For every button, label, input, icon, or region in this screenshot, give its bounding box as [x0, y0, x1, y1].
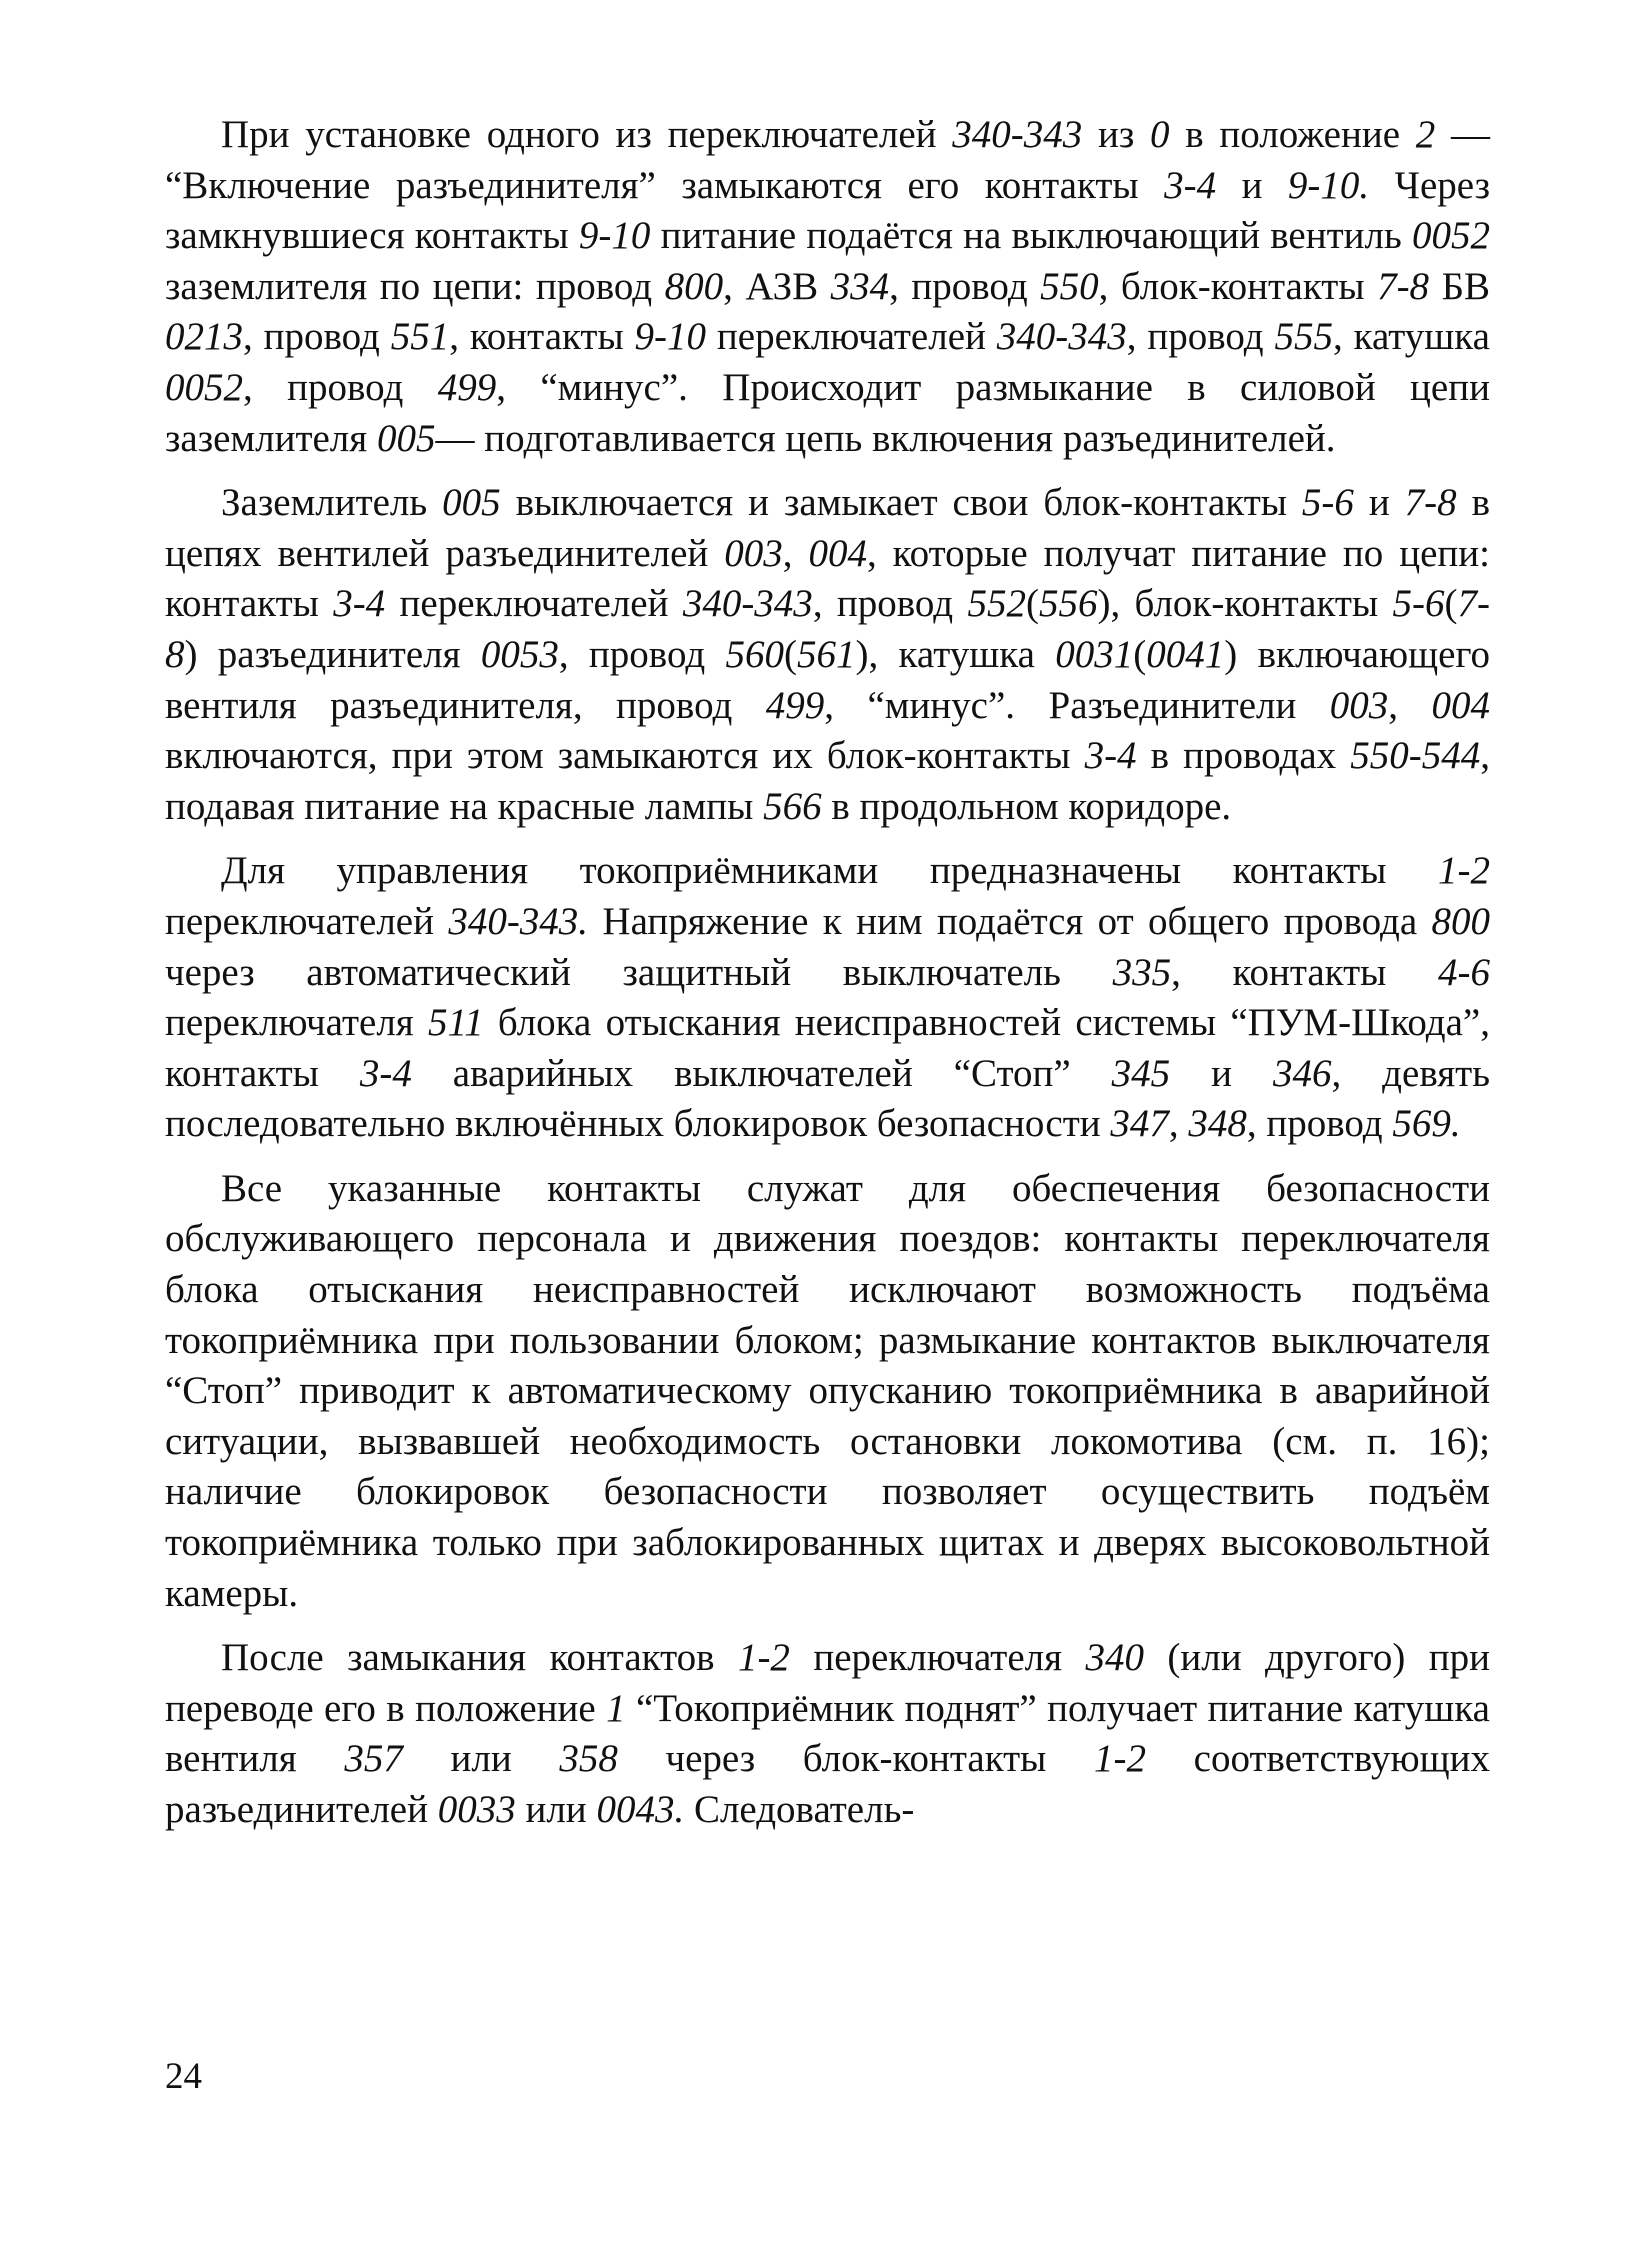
italic-ref: 569.	[1392, 1102, 1461, 1146]
text-run: “Токоприёмник поднят” получает питание катушка вентиля	[165, 1686, 1490, 1781]
italic-ref: 348	[1188, 1102, 1247, 1146]
text-run: , контакты	[449, 315, 635, 359]
italic-ref: 566	[763, 784, 822, 828]
text-run: , “минус”. Происходит размыкание в силовой цепи заземлителя	[165, 365, 1490, 460]
text-run: (	[1444, 582, 1458, 626]
text-run: переключателей	[706, 315, 997, 359]
text-run: переключателей	[165, 899, 449, 943]
italic-ref: 003	[1329, 683, 1389, 727]
paragraph-3	[165, 846, 1490, 1150]
text-run: из	[1082, 113, 1151, 156]
text-run: ,	[1168, 1102, 1189, 1146]
italic-ref: 4-6	[1438, 950, 1490, 994]
text-run: (	[784, 632, 797, 676]
text-run: — “Включение разъединителя” замыкаются его контакты	[165, 113, 1491, 207]
text-run: в продольном коридоре.	[821, 784, 1232, 828]
page-number: 24	[165, 2056, 202, 2097]
text-run: После замыкания контактов	[221, 1636, 738, 1680]
text-run: блока отыскания неисправностей системы “ПУМ-Шкода”, контакты	[165, 1001, 1490, 1095]
italic-ref: 561	[797, 632, 856, 676]
italic-ref: 9-10	[634, 315, 707, 359]
text-run: , провод	[1246, 1102, 1393, 1146]
text-run: Все указанные контакты служат для обеспечения безопасности обслуживающего персонала и движения поездов: контакты переключателя блока отыскания неисправностей исключают возможность подъёма токоприёмника при пользовании блоком; размыкание контактов выключателя “Стоп” приводит к автоматическому опусканию токоприёмника в аварийной ситуации, вызвавшей необходимость остановки локомотива (см. п. 16); наличие блокировок безопасности позволяет осуществить подъём токоприёмника только при заблокированных щитах и дверях высоковольтной камеры.	[165, 1166, 1490, 1615]
italic-ref: 340-343.	[448, 899, 589, 943]
text-run: При установке одного из переключателей	[221, 113, 953, 156]
italic-ref: 3-4	[1084, 734, 1137, 778]
italic-ref: 345	[1111, 1051, 1171, 1095]
text-run: ) разъединителя	[184, 632, 481, 676]
italic-ref: 0213	[165, 315, 243, 359]
italic-ref: 0031	[1055, 632, 1134, 676]
italic-ref: 0052	[165, 365, 243, 409]
paragraph-4	[165, 1164, 1490, 1619]
text-run: в положение	[1169, 113, 1416, 156]
text-run: включаются, при этом замыкаются их блок-контакты	[165, 734, 1085, 778]
text-run: Напряжение к ним подаётся от общего провода	[588, 899, 1432, 943]
text-run: питание подаётся на выключающий вентиль	[650, 214, 1412, 258]
text-run: , катушка	[1332, 315, 1490, 359]
italic-ref: 800	[664, 264, 724, 308]
text-run: — подготавливается цепь включения разъединителей.	[435, 416, 1336, 460]
text-run: ), катушка	[855, 632, 1056, 676]
italic-ref: 346	[1272, 1051, 1332, 1095]
text-run: и	[1353, 481, 1405, 525]
italic-ref: 555	[1274, 315, 1333, 359]
italic-ref: 005	[376, 416, 436, 460]
italic-ref: 5-6	[1392, 582, 1445, 626]
text-run: в проводах	[1136, 734, 1351, 778]
text-run: , которые получат питание по цепи: контакты	[165, 531, 1490, 626]
text-run: или	[402, 1737, 560, 1781]
text-run: ), блок-контакты	[1097, 582, 1393, 626]
text-run: и	[1170, 1051, 1273, 1095]
text-run: и	[1216, 163, 1288, 207]
italic-ref: 340-343	[952, 113, 1083, 156]
italic-ref: 9-10	[578, 214, 651, 258]
italic-ref: 7-8	[1404, 481, 1457, 525]
italic-ref: 499	[765, 683, 825, 727]
italic-ref: 550-544	[1350, 734, 1481, 778]
text-run: (	[1133, 632, 1147, 676]
italic-ref: 7-8	[165, 582, 1490, 676]
text-run: соответствующих разъединителей	[165, 1737, 1491, 1831]
text-run: , провод	[558, 632, 726, 676]
italic-ref: 004	[808, 531, 867, 575]
text-run: заземлителя по цепи: провод	[165, 264, 665, 308]
italic-ref: 347	[1110, 1102, 1169, 1146]
italic-ref: 340-343	[996, 315, 1127, 359]
text-run: через автоматический защитный выключатель	[165, 950, 1113, 994]
italic-ref: 556	[1038, 582, 1098, 626]
italic-ref: 2	[1415, 113, 1436, 156]
text-run: , АЗВ	[723, 264, 831, 308]
italic-ref: 560	[725, 632, 784, 676]
italic-ref: 800	[1431, 899, 1490, 943]
italic-ref: 1-2	[1094, 1737, 1147, 1781]
italic-ref: 0041	[1146, 632, 1225, 676]
italic-ref: 1	[606, 1686, 626, 1730]
paragraph-1	[165, 110, 1490, 464]
italic-ref: 0052	[1412, 214, 1490, 258]
text-run: , провод	[243, 365, 438, 409]
paragraph-2	[165, 478, 1490, 832]
paragraph-5	[165, 1633, 1490, 1835]
italic-ref: 499	[437, 365, 497, 409]
text-run: через блок-контакты	[617, 1737, 1095, 1781]
text-run: , подавая питание на красные лампы	[165, 734, 1490, 828]
italic-ref: 0053	[480, 632, 559, 676]
text-run: , провод	[812, 582, 968, 626]
text-run: ,	[782, 531, 809, 575]
text-run: , контакты	[1171, 950, 1438, 994]
page-body	[165, 110, 1490, 1850]
text-run: Для управления токоприёмниками предназначены контакты	[221, 849, 1438, 893]
italic-ref: 357	[344, 1737, 403, 1781]
text-run: , блок-контакты	[1098, 264, 1378, 308]
italic-ref: 340-343	[682, 582, 813, 626]
text-run: переключателей	[385, 582, 683, 626]
italic-ref: 3-4	[1164, 163, 1217, 207]
italic-ref: 335	[1112, 950, 1172, 994]
italic-ref: 9-10.	[1287, 163, 1370, 207]
text-run: БВ	[1429, 264, 1490, 308]
text-run: Через замкнувшиеся контакты	[165, 163, 1490, 258]
italic-ref: 7-8	[1377, 264, 1430, 308]
italic-ref: 1-2	[1438, 849, 1490, 893]
italic-ref: 551	[390, 315, 450, 359]
italic-ref: 340	[1085, 1636, 1144, 1680]
italic-ref: 511	[427, 1001, 484, 1045]
italic-ref: 552	[967, 582, 1026, 626]
text-run: , девять последовательно включённых блокировок безопасности	[165, 1051, 1490, 1146]
italic-ref: 550	[1040, 264, 1099, 308]
text-run: ,	[1388, 683, 1432, 727]
text-run: , провод	[1126, 315, 1275, 359]
italic-ref: 0033	[437, 1788, 516, 1831]
italic-ref: 358	[559, 1737, 618, 1781]
italic-ref: 3-4	[359, 1051, 412, 1095]
text-run: или	[515, 1788, 597, 1831]
italic-ref: 334	[830, 264, 890, 308]
text-run: в цепях вентилей разъединителей	[165, 481, 1490, 575]
italic-ref: 5-6	[1301, 481, 1354, 525]
italic-ref: 004	[1431, 683, 1490, 727]
text-run: , провод	[889, 264, 1041, 308]
text-run: выключается и замыкает свои блок-контакты	[500, 481, 1302, 525]
italic-ref: 0	[1150, 113, 1170, 156]
italic-ref: 003	[724, 531, 783, 575]
italic-ref: 005	[442, 481, 501, 525]
text-run: (или другого) при переводе его в положение	[165, 1636, 1490, 1730]
italic-ref: 3-4	[333, 582, 386, 626]
text-run: , провод	[243, 315, 391, 359]
text-run: переключателя	[789, 1636, 1086, 1680]
text-run: (	[1025, 582, 1039, 626]
italic-ref: 1-2	[737, 1636, 790, 1680]
italic-ref: 0043.	[596, 1788, 685, 1831]
text-run: ) включающего вентиля разъединителя, провод	[165, 632, 1490, 727]
text-run: , “минус”. Разъединители	[824, 683, 1330, 727]
text-run: Следователь-	[684, 1788, 915, 1831]
text-run: переключателя	[165, 1001, 428, 1045]
text-run: аварийных выключателей “Стоп”	[411, 1051, 1112, 1095]
text-run: Заземлитель	[221, 481, 443, 525]
